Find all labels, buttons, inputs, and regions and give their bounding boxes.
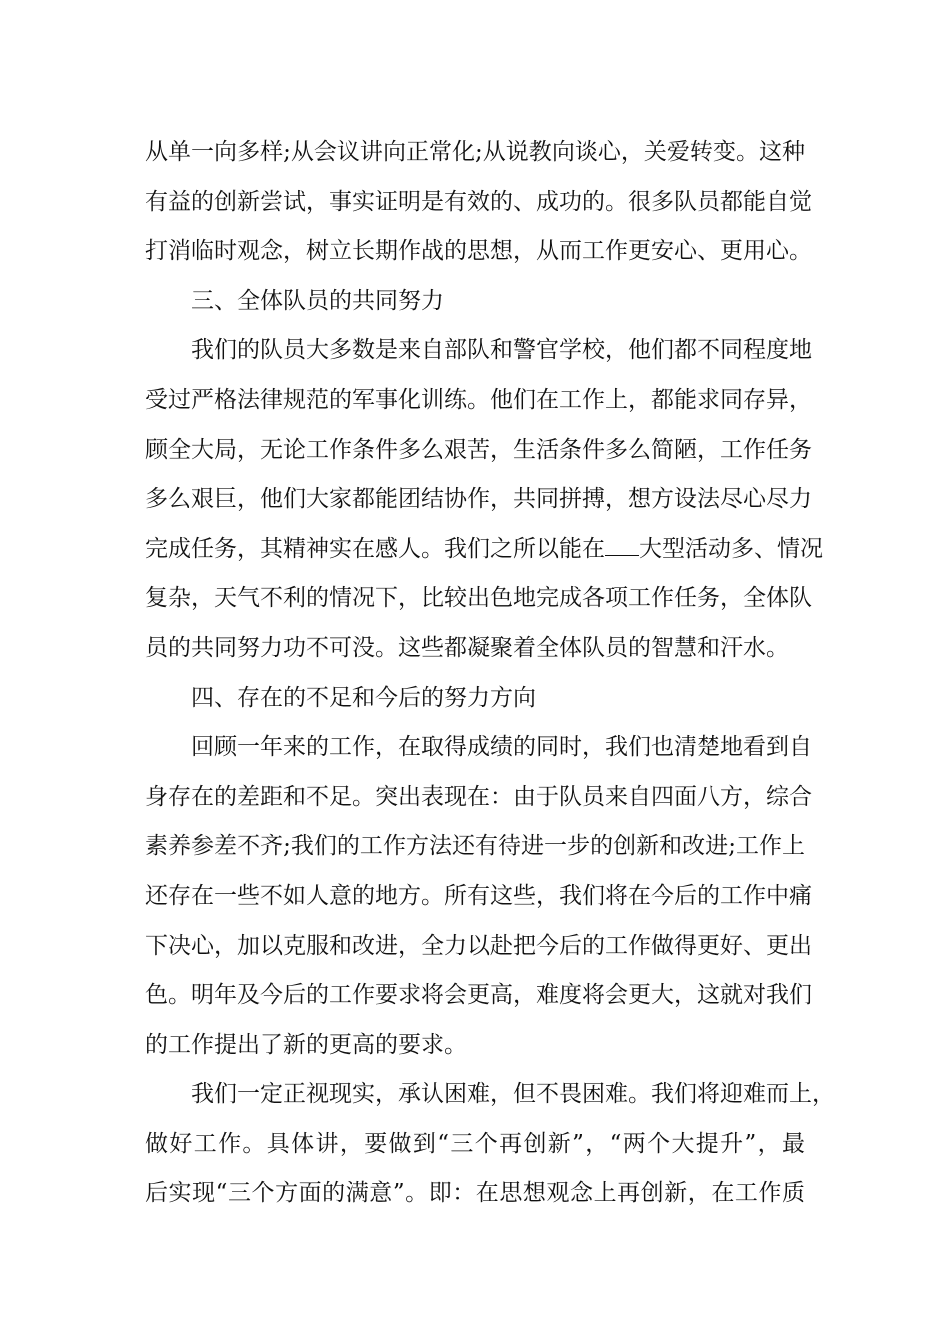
text-segment: 完成任务，其精神实在感人。我们之所以能在 <box>145 535 605 562</box>
text-line-with-blank <box>145 525 823 575</box>
text-line: 的工作提出了新的更高的要求。 <box>145 1031 467 1058</box>
text-line: 打消临时观念，树立长期作战的思想，从而工作更安心、更用心。 <box>145 238 812 265</box>
text-line: 受过严格法律规范的军事化训练。他们在工作上，都能求同存异， <box>145 386 812 413</box>
paragraph-first-line: 我们的队员大多数是来自部队和警官学校，他们都不同程度地 <box>191 337 812 364</box>
text-line: 素养参差不齐;我们的工作方法还有待进一步的创新和改进;工作上 <box>145 833 805 860</box>
text-line: 色。明年及今后的工作要求将会更高，难度将会更大，这就对我们 <box>145 982 812 1009</box>
document-page <box>145 128 835 1219</box>
text-line: 有益的创新尝试，事实证明是有效的、成功的。很多队员都能自觉 <box>145 188 812 215</box>
text-line: 做好工作。具体讲，要做到“三个再创新”，“两个大提升”，最 <box>145 1130 805 1157</box>
text-line: 身存在的差距和不足。突出表现在：由于队员来自四面八方，综合 <box>145 783 812 810</box>
text-line: 多么艰巨，他们大家都能团结协作，共同拼搏，想方设法尽心尽力 <box>145 486 812 513</box>
section-heading: 三、全体队员的共同努力 <box>191 287 444 314</box>
text-line: 下决心，加以克服和改进，全力以赴把今后的工作做得更好、更出 <box>145 932 812 959</box>
text-line: 员的共同努力功不可没。这些都凝聚着全体队员的智慧和汗水。 <box>145 634 789 661</box>
paragraph-first-line: 回顾一年来的工作，在取得成绩的同时，我们也清楚地看到自 <box>191 734 812 761</box>
text-line: 从单一向多样;从会议讲向正常化;从说教向谈心，关爱转变。这种 <box>145 139 805 165</box>
text-line: 还存在一些不如人意的地方。所有这些，我们将在今后的工作中痛 <box>145 882 812 909</box>
section-heading: 四、存在的不足和今后的努力方向 <box>191 684 536 711</box>
paragraph-first-line: 我们一定正视现实，承认困难，但不畏困难。我们将迎难而上， <box>191 1081 835 1108</box>
text-segment: 大型活动多、情况 <box>639 535 823 562</box>
text-line: 后实现“三个方面的满意”。即：在思想观念上再创新，在工作质 <box>145 1180 805 1207</box>
fill-in-blank <box>605 537 639 556</box>
text-line: 顾全大局，无论工作条件多么艰苦，生活条件多么简陋，工作任务 <box>145 436 812 463</box>
text-line: 复杂，天气不利的情况下，比较出色地完成各项工作任务，全体队 <box>145 585 812 612</box>
